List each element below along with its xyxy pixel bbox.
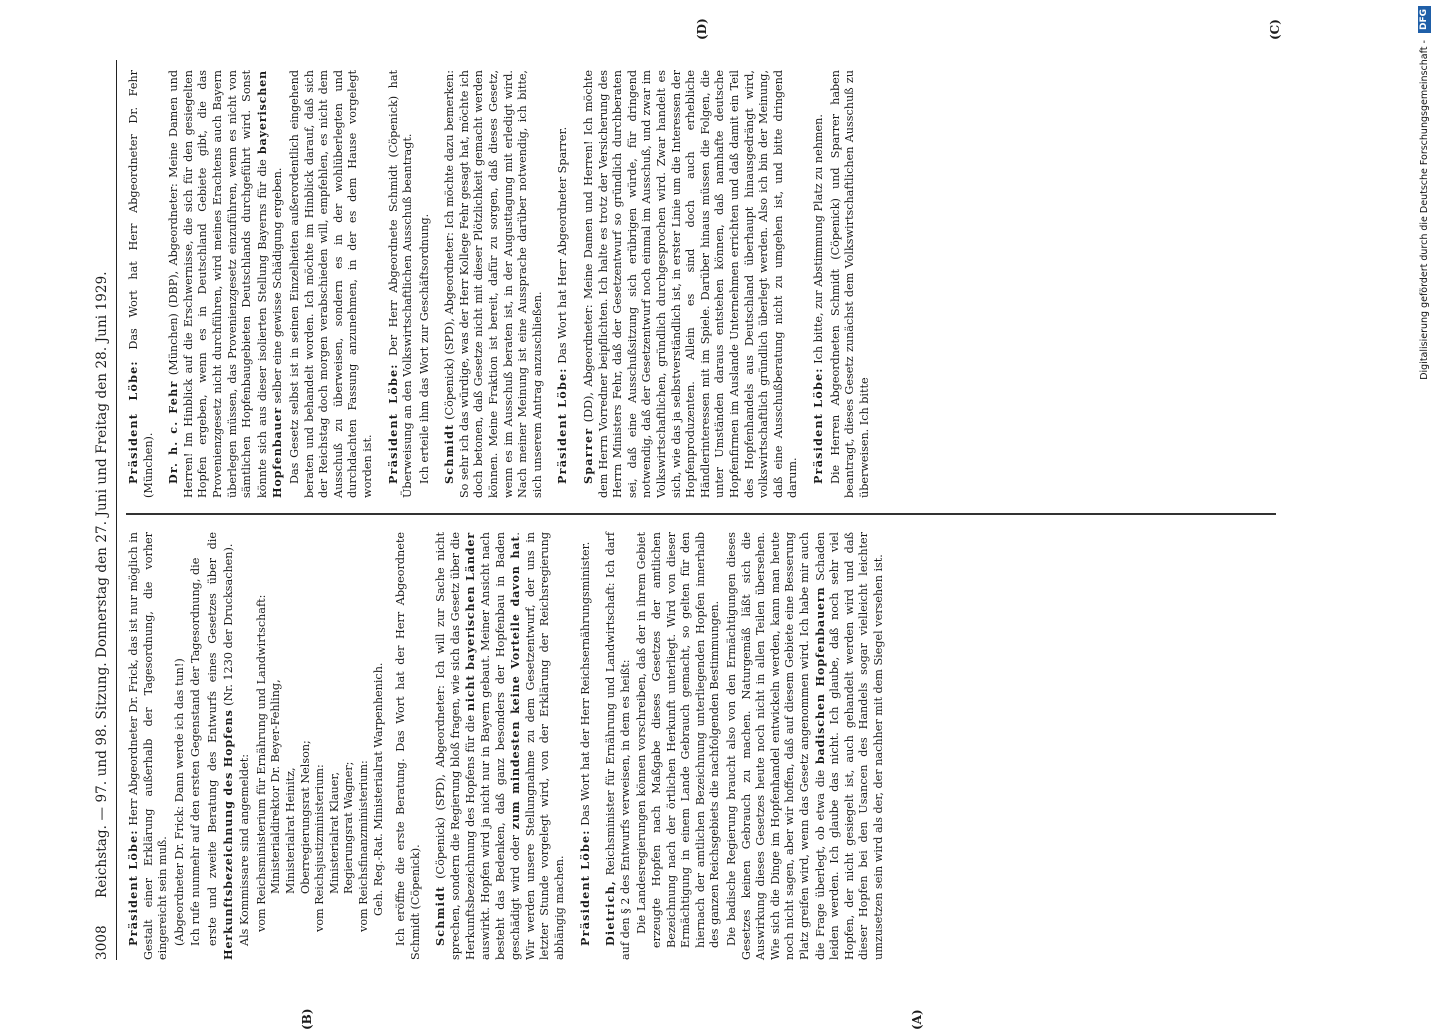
paragraph (442, 70, 545, 498)
page-header (90, 60, 117, 960)
paragraph (126, 70, 156, 498)
speech-text: Das Wort hat der Herr Reichsernährungsminister. (579, 542, 592, 830)
commissioner-name: Oberregierungsrat Nelson; (299, 532, 314, 960)
margin-mark-d: (D) (695, 18, 710, 40)
paragraph (811, 70, 827, 498)
agenda-text: erste und zweite Beratung des Entwurfs eines Gesetzes über die (206, 532, 219, 946)
speaker-name: Präsident Löbe: (578, 829, 592, 946)
commissioner-name: Geh. Reg.-Rat. Ministerialrat Warpenhenich. (372, 532, 387, 960)
speech-text: Reichsminister für Ernährung und Landwirtschaft: Ich darf auf den § 2 des Entwurfs verweisen, in dem es heißt: (604, 532, 632, 960)
commissioner-ministry: vom Reichsjustizministerium: (313, 532, 328, 960)
margin-mark-a: (A) (910, 1009, 925, 1030)
paragraph: Das Gesetz selbst ist in seinen Einzelheiten außerordentlich eingehend beraten und behandelt worden. Ich möchte im Hinblick darauf, daß sich der Reichstag doch morgen verabschieden will, empfehlen, es nicht dem Ausschuß zu überweisen, sondern es in der wohlüberlegten und durchdachten Fassung anzunehmen, in der es dem Hause vorgelegt worden ist. (288, 70, 376, 498)
right-column (126, 70, 874, 498)
commissioner-ministry: vom Reichsministerium für Ernährung und Landwirtschaft: (255, 532, 270, 960)
speaker-name: Schmidt (433, 885, 447, 946)
agenda-item (206, 532, 236, 960)
speaker-name: Dietrich, (603, 880, 617, 946)
speech-text: Ich bitte, zur Abstimmung Platz zu nehmen. (812, 114, 825, 367)
paragraph (725, 532, 887, 960)
commissioner-name: Regierungsrat Wagner; (342, 532, 357, 960)
paragraph: Ich rufe nunmehr auf den ersten Gegenstand der Tagesordnung, die (189, 532, 204, 960)
agenda-text: (Nr. 1230 der Drucksachen). (222, 544, 235, 710)
emphasis-text: bayerischen Hopfenbauer (255, 70, 285, 498)
paragraph (126, 532, 171, 960)
speaker-name: Präsident Löbe: (555, 367, 569, 484)
paragraph (555, 70, 571, 498)
quoted-text: Die Landesregierungen können vorschreiben, daß der in ihrem Gebiet erzeugte Hopfen nach Maßgabe dieses Gesetzes der amtlichen Bezeichnung nach der örtlichen Herkunft unterliegt. Wird von dieser Ermächtigung in einem Lande Gebrauch gemacht, so gelten für den hiernach der amtlichen Bezeichnung unterliegenden Hopfen innerhalb des ganzen Reichsgebiets die nachfolgenden Bestimmungen. (635, 532, 723, 960)
speech-text: Die badische Regierung braucht also von den Ermächtigungen dieses Gesetzes keinen Gebrauch zu machen. Naturgemäß läßt sich die Auswirkung dieses Gesetzes heute noch nicht in allen Teilen übersehen. Wie sich die Dinge im Hopfenhandel entwickeln werden, kann man heute noch nicht sagen, aber wir hoffen, daß auf diesem Gebiete eine Besserung Platz greifen wird, wenn das Gesetz angenommen wird. Ich habe mir auch die Frage überlegt, ob etwa die (725, 532, 827, 960)
speaker-name: Dr. h. c. Fehr (166, 380, 180, 484)
paragraph: Ich erteile ihm das Wort zur Geschäftsordnung. (418, 70, 433, 498)
emphasis-text: nicht bayerischen Länder (463, 532, 477, 711)
commissioner-ministry: vom Reichsfinanzministerium: (357, 532, 372, 960)
speech-text: Das Wort hat Herr Abgeordneter Dr. Fehr (München). (127, 70, 155, 498)
paragraph: Ich eröffne die erste Beratung. Das Wort hat der Herr Abgeordnete Schmidt (Cöpenick). (394, 532, 423, 960)
emphasis-text: Herkunftsbezeichnung des Hopfens (221, 709, 235, 960)
speaker-name: Sparrer (581, 428, 595, 484)
margin-mark-b: (B) (300, 1009, 315, 1030)
speech-text: (München) (DBP), Abgeordneter: Meine Damen und Herren! Im Hinblick auf die Erschwernisse, die sich für den gesiegelten Hopfen ergeben, wenn es in Deutschland Gebiete gibt, die das Provenienzgesetz nicht durchführen, wird meines Erachtens auch Bayern überlegen müssen, das Provenienzgesetz einzuführen, wenn es nicht von sämtlichen Hopfenbaugebieten Deutschlands durchgeführt wird. Sonst könnte sich aus dieser isolierten Stellung Bayerns für die (167, 70, 269, 498)
dfg-footer-text: Digitalisierung gefördert durch die Deutsche Forschungsgemeinschaft - (1419, 40, 1430, 380)
commissioner-name: Ministerialrat Heinitz, (284, 532, 299, 960)
commissioner-name: Ministerialrat Klauer, (328, 532, 343, 960)
emphasis-text: zum mindesten keine Vorteile davon hat (508, 536, 522, 830)
left-column (126, 532, 889, 960)
speaker-name: Schmidt (442, 423, 456, 484)
speech-text: selber eine gewisse Schädigung ergeben. (271, 168, 284, 408)
speaker-name: Präsident Löbe: (126, 829, 140, 946)
speech-text: Schaden leiden werden. Ich glaube das nicht. Ich glaube, daß noch sehr viel Hopfen, der nicht gesiegelt ist, auch gehandelt werden wird und daß dieser Hopfen bei den Usancen des Handels sogar vielleicht leichter umzusetzen sein wird als der, der nachher mit dem Siegel versehen ist. (814, 532, 885, 960)
paragraph (581, 70, 801, 498)
speech-text: Herr Abgeordneter Dr. Frick, das ist nur möglich in Gestalt einer Erklärung außerhalb der Tagesordnung, die vorher eingereicht sein muß. (127, 532, 169, 960)
speaker-name: Präsident Löbe: (811, 367, 825, 484)
paragraph (578, 532, 594, 960)
speech-text: Der Herr Abgeordnete Schmidt (Cöpenick) hat Überweisung an den Volkswirtschaftlichen Ausschuß beantragt. (387, 70, 415, 498)
interjection: (Abgeordneter Dr. Frick: Dann werde ich das tun!) (173, 532, 188, 960)
page-title: Reichstag. — 97. und 98. Sitzung. Donnerstag den 27. Juni und Freitag den 28. Juni 1929. (92, 271, 112, 898)
speech-text: (DD), Abgeordneter: Meine Damen und Herren! Ich möchte dem Herrn Vorredner beipflichten. Ich halte es trotz der Versicherung des Herrn Ministers Fehr, daß der Gesetzentwurf so gründlich durchberaten sei, daß eine Ausschußsitzung sich erübrigen würde, für dringend notwendig, daß der Gesetzentwurf noch einmal im Ausschuß, und zwar im Volkswirtschaftlichen, gründlich durchgesprochen wird. Zwar handelt es sich, wie das ja selbstverständlich ist, in erster Linie um die Interessen der Hopfenproduzenten. Allein es sind doch auch erhebliche Händlerinteressen mit im Spiele. Darüber hinaus müssen die Folgen, die unter Umständen daraus entstehen können, daß namhafte deutsche Hopfenfirmen im Auslande Unternehmen errichten und daß damit ein Teil des Hopfenhandels aus Deutschland überhaupt hinausgedrängt wird, volkswirtschaftlich gründlich überlegt werden. Also ich bin der Meinung, daß eine Ausschußberatung nicht zu umgehen ist, und bitte dringend darum. (582, 70, 799, 498)
paragraph (386, 70, 416, 498)
margin-mark-c: (C) (1268, 19, 1283, 40)
dfg-logo: DFG (1418, 6, 1431, 33)
document-page (90, 60, 1330, 960)
page-number: 3008 (92, 925, 112, 960)
paragraph (603, 532, 633, 960)
paragraph: Die Herren Abgeordneten Schmidt (Cöpenick) und Sparrer haben beantragt, dieses Gesetz zunächst dem Volkswirtschaftlichen Ausschuß zu überweisen. Ich bitte (829, 70, 873, 498)
paragraph (433, 532, 567, 960)
speech-text: . Wir werden unsere Stellungnahme zu dem Gesetzentwurf, der uns in letzter Stunde vorgelegt wird, von der Erklärung der Reichsregierung abhängig machen. (509, 532, 566, 960)
column-divider (126, 514, 1276, 516)
speaker-name: Präsident Löbe: (126, 360, 140, 484)
speech-text: Das Wort hat Herr Abgeordneter Sparrer. (556, 127, 569, 368)
commissioner-name: Ministerialdirektor Dr. Beyer-Fehling, (269, 532, 284, 960)
paragraph (166, 70, 286, 498)
speech-text: auswirkt. Hopfen wird ja nicht nur in Bayern gebaut. Meiner Ansicht nach besteht das Bedenken, daß ganz besonders der Hopfenbau in Baden geschädigt wird oder (479, 532, 522, 960)
dfg-footer (1416, 6, 1434, 996)
emphasis-text: badischen Hopfenbauern (813, 587, 827, 765)
speaker-name: Präsident Löbe: (386, 363, 400, 484)
paragraph: Als Kommissare sind angemeldet: (238, 532, 253, 960)
speech-text: (Cöpenick) (SPD), Abgeordneter: Ich will zur Sache nicht sprechen, sondern die Regierung bloß fragen, wie sich das Gesetz über die Herkunftsbezeichnung des Hopfens für die (434, 532, 477, 960)
speech-text: (Cöpenick) (SPD), Abgeordneter: Ich möchte dazu bemerken: So sehr ich das würdige, was der Herr Kollege Fehr gesagt hat, möchte ich doch betonen, daß Gesetze nicht mit dieser Plötzlichkeit gemacht werden können. Meine Fraktion ist bereit, dafür zu sorgen, daß dieses Gesetz, wenn es im Ausschuß beraten ist, in der Augusttagung mit erledigt wird. Nach meiner Meinung ist eine Aussprache darüber notwendig, ich bitte, sich unserem Antrag anzuschließen. (443, 70, 544, 498)
